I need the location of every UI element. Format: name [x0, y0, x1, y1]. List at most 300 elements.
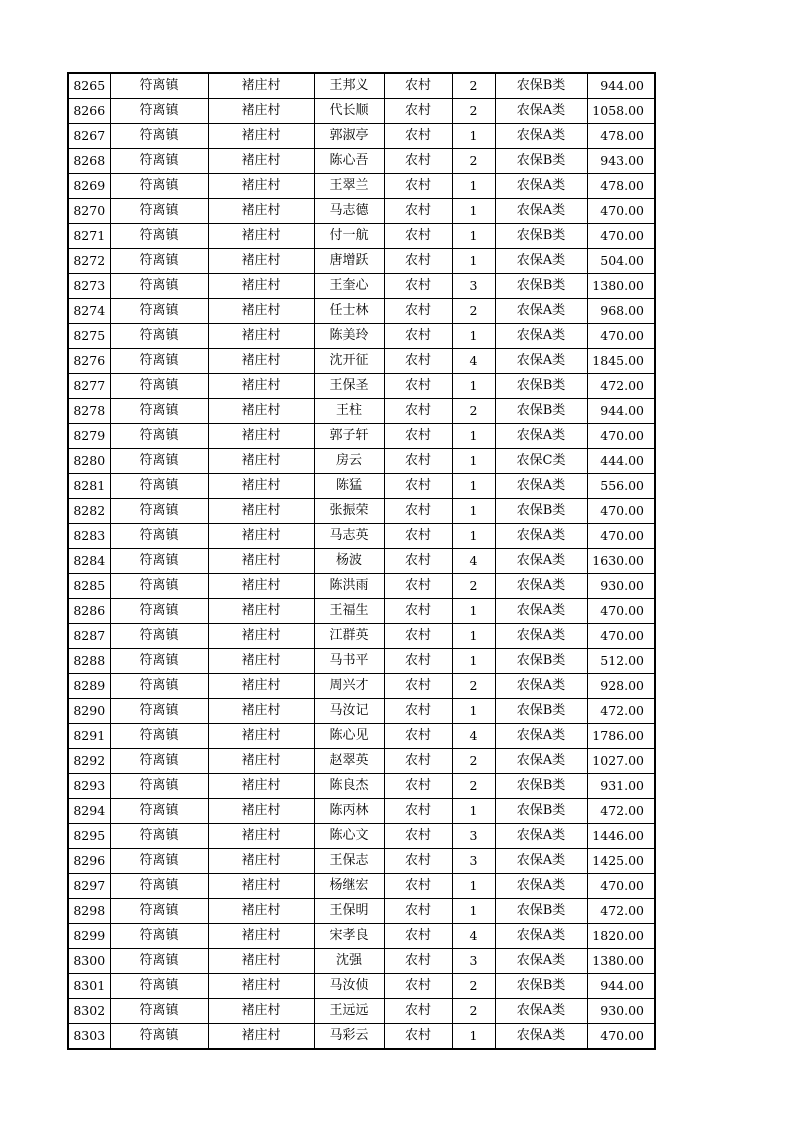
- village-cell: 褚庄村: [208, 374, 314, 399]
- town-cell: 符离镇: [110, 849, 208, 874]
- table-row: [68, 324, 655, 349]
- name-cell: 陈洪雨: [314, 574, 384, 599]
- insurance-category-cell: 农保B类: [495, 499, 587, 524]
- name-cell: 马汝记: [314, 699, 384, 724]
- village-cell: 褚庄村: [208, 974, 314, 999]
- household-count-cell: 1: [452, 324, 495, 349]
- amount-cell: 470.00: [587, 874, 655, 899]
- row-number-cell: 8297: [68, 874, 110, 899]
- village-cell: 褚庄村: [208, 724, 314, 749]
- row-number-cell: 8283: [68, 524, 110, 549]
- insurance-category-cell: 农保A类: [495, 249, 587, 274]
- insurance-category-cell: 农保B类: [495, 224, 587, 249]
- amount-cell: 504.00: [587, 249, 655, 274]
- household-count-cell: 2: [452, 99, 495, 124]
- amount-cell: 1820.00: [587, 924, 655, 949]
- row-number-cell: 8298: [68, 899, 110, 924]
- village-cell: 褚庄村: [208, 699, 314, 724]
- area-type-cell: 农村: [384, 474, 452, 499]
- name-cell: 任士林: [314, 299, 384, 324]
- area-type-cell: 农村: [384, 499, 452, 524]
- amount-cell: 1380.00: [587, 949, 655, 974]
- area-type-cell: 农村: [384, 349, 452, 374]
- insurance-category-cell: 农保A类: [495, 624, 587, 649]
- village-cell: 褚庄村: [208, 149, 314, 174]
- area-type-cell: 农村: [384, 324, 452, 349]
- area-type-cell: 农村: [384, 674, 452, 699]
- area-type-cell: 农村: [384, 449, 452, 474]
- town-cell: 符离镇: [110, 1024, 208, 1050]
- name-cell: 王保圣: [314, 374, 384, 399]
- table-row: [68, 449, 655, 474]
- village-cell: 褚庄村: [208, 574, 314, 599]
- amount-cell: 1845.00: [587, 349, 655, 374]
- name-cell: 王福生: [314, 599, 384, 624]
- town-cell: 符离镇: [110, 699, 208, 724]
- village-cell: 褚庄村: [208, 424, 314, 449]
- amount-cell: 930.00: [587, 999, 655, 1024]
- village-cell: 褚庄村: [208, 824, 314, 849]
- household-count-cell: 4: [452, 549, 495, 574]
- insurance-category-cell: 农保C类: [495, 449, 587, 474]
- village-cell: 褚庄村: [208, 674, 314, 699]
- insurance-category-cell: 农保A类: [495, 674, 587, 699]
- village-cell: 褚庄村: [208, 999, 314, 1024]
- name-cell: 马书平: [314, 649, 384, 674]
- town-cell: 符离镇: [110, 349, 208, 374]
- village-cell: 褚庄村: [208, 774, 314, 799]
- table-row: [68, 949, 655, 974]
- household-count-cell: 2: [452, 574, 495, 599]
- town-cell: 符离镇: [110, 624, 208, 649]
- area-type-cell: 农村: [384, 649, 452, 674]
- amount-cell: 470.00: [587, 224, 655, 249]
- village-cell: 褚庄村: [208, 524, 314, 549]
- village-cell: 褚庄村: [208, 174, 314, 199]
- row-number-cell: 8273: [68, 274, 110, 299]
- name-cell: 王翠兰: [314, 174, 384, 199]
- amount-cell: 1446.00: [587, 824, 655, 849]
- amount-cell: 1630.00: [587, 549, 655, 574]
- name-cell: 马志英: [314, 524, 384, 549]
- name-cell: 王远远: [314, 999, 384, 1024]
- table-row: [68, 1024, 655, 1050]
- household-count-cell: 1: [452, 874, 495, 899]
- amount-cell: 472.00: [587, 374, 655, 399]
- row-number-cell: 8274: [68, 299, 110, 324]
- household-count-cell: 2: [452, 974, 495, 999]
- household-count-cell: 1: [452, 799, 495, 824]
- row-number-cell: 8266: [68, 99, 110, 124]
- table-row: [68, 824, 655, 849]
- table-row: [68, 849, 655, 874]
- village-cell: 褚庄村: [208, 649, 314, 674]
- town-cell: 符离镇: [110, 874, 208, 899]
- town-cell: 符离镇: [110, 149, 208, 174]
- area-type-cell: 农村: [384, 274, 452, 299]
- household-count-cell: 1: [452, 1024, 495, 1050]
- town-cell: 符离镇: [110, 524, 208, 549]
- village-cell: 褚庄村: [208, 624, 314, 649]
- town-cell: 符离镇: [110, 649, 208, 674]
- name-cell: 唐增跃: [314, 249, 384, 274]
- row-number-cell: 8294: [68, 799, 110, 824]
- name-cell: 房云: [314, 449, 384, 474]
- insurance-category-cell: 农保A类: [495, 524, 587, 549]
- insurance-category-cell: 农保A类: [495, 924, 587, 949]
- amount-cell: 470.00: [587, 1024, 655, 1050]
- amount-cell: 928.00: [587, 674, 655, 699]
- table-row: [68, 999, 655, 1024]
- table-row: [68, 374, 655, 399]
- row-number-cell: 8268: [68, 149, 110, 174]
- amount-cell: 944.00: [587, 73, 655, 99]
- area-type-cell: 农村: [384, 399, 452, 424]
- insurance-category-cell: 农保A类: [495, 999, 587, 1024]
- table-row: [68, 199, 655, 224]
- row-number-cell: 8300: [68, 949, 110, 974]
- household-count-cell: 1: [452, 124, 495, 149]
- row-number-cell: 8287: [68, 624, 110, 649]
- row-number-cell: 8288: [68, 649, 110, 674]
- area-type-cell: 农村: [384, 624, 452, 649]
- table-row: [68, 424, 655, 449]
- area-type-cell: 农村: [384, 849, 452, 874]
- household-count-cell: 1: [452, 199, 495, 224]
- village-cell: 褚庄村: [208, 499, 314, 524]
- name-cell: 陈心吾: [314, 149, 384, 174]
- insurance-category-cell: 农保A类: [495, 99, 587, 124]
- town-cell: 符离镇: [110, 899, 208, 924]
- village-cell: 褚庄村: [208, 349, 314, 374]
- town-cell: 符离镇: [110, 73, 208, 99]
- amount-cell: 470.00: [587, 524, 655, 549]
- table-row: [68, 774, 655, 799]
- insurance-category-cell: 农保A类: [495, 349, 587, 374]
- name-cell: 马志德: [314, 199, 384, 224]
- amount-cell: 1380.00: [587, 274, 655, 299]
- household-count-cell: 1: [452, 249, 495, 274]
- village-cell: 褚庄村: [208, 874, 314, 899]
- area-type-cell: 农村: [384, 199, 452, 224]
- household-count-cell: 2: [452, 674, 495, 699]
- row-number-cell: 8291: [68, 724, 110, 749]
- insurance-category-cell: 农保B类: [495, 274, 587, 299]
- insurance-category-cell: 农保A类: [495, 124, 587, 149]
- name-cell: 陈猛: [314, 474, 384, 499]
- town-cell: 符离镇: [110, 574, 208, 599]
- row-number-cell: 8284: [68, 549, 110, 574]
- town-cell: 符离镇: [110, 799, 208, 824]
- row-number-cell: 8302: [68, 999, 110, 1024]
- town-cell: 符离镇: [110, 749, 208, 774]
- town-cell: 符离镇: [110, 299, 208, 324]
- name-cell: 陈美玲: [314, 324, 384, 349]
- name-cell: 郭淑亭: [314, 124, 384, 149]
- name-cell: 郭子轩: [314, 424, 384, 449]
- town-cell: 符离镇: [110, 549, 208, 574]
- row-number-cell: 8277: [68, 374, 110, 399]
- insurance-category-cell: 农保B类: [495, 774, 587, 799]
- insurance-category-cell: 农保B类: [495, 73, 587, 99]
- town-cell: 符离镇: [110, 974, 208, 999]
- area-type-cell: 农村: [384, 1024, 452, 1050]
- name-cell: 沈强: [314, 949, 384, 974]
- name-cell: 王邦义: [314, 73, 384, 99]
- name-cell: 王奎心: [314, 274, 384, 299]
- table-row: [68, 249, 655, 274]
- town-cell: 符离镇: [110, 99, 208, 124]
- area-type-cell: 农村: [384, 99, 452, 124]
- town-cell: 符离镇: [110, 474, 208, 499]
- insurance-category-cell: 农保B类: [495, 399, 587, 424]
- row-number-cell: 8292: [68, 749, 110, 774]
- village-cell: 褚庄村: [208, 399, 314, 424]
- table-row: [68, 674, 655, 699]
- village-cell: 褚庄村: [208, 449, 314, 474]
- amount-cell: 556.00: [587, 474, 655, 499]
- amount-cell: 470.00: [587, 324, 655, 349]
- household-count-cell: 1: [452, 374, 495, 399]
- row-number-cell: 8270: [68, 199, 110, 224]
- table-row: [68, 549, 655, 574]
- name-cell: 王柱: [314, 399, 384, 424]
- household-count-cell: 1: [452, 424, 495, 449]
- insurance-category-cell: 农保B类: [495, 374, 587, 399]
- amount-cell: 470.00: [587, 599, 655, 624]
- household-count-cell: 1: [452, 174, 495, 199]
- village-cell: 褚庄村: [208, 249, 314, 274]
- area-type-cell: 农村: [384, 524, 452, 549]
- amount-cell: 931.00: [587, 774, 655, 799]
- insurance-category-cell: 农保A类: [495, 824, 587, 849]
- amount-cell: 1425.00: [587, 849, 655, 874]
- table-row: [68, 874, 655, 899]
- household-count-cell: 4: [452, 724, 495, 749]
- village-cell: 褚庄村: [208, 749, 314, 774]
- town-cell: 符离镇: [110, 499, 208, 524]
- village-cell: 褚庄村: [208, 549, 314, 574]
- household-count-cell: 2: [452, 774, 495, 799]
- amount-cell: 943.00: [587, 149, 655, 174]
- table-row: [68, 474, 655, 499]
- town-cell: 符离镇: [110, 174, 208, 199]
- area-type-cell: 农村: [384, 974, 452, 999]
- insurance-category-cell: 农保A类: [495, 599, 587, 624]
- village-cell: 褚庄村: [208, 899, 314, 924]
- table-row: [68, 299, 655, 324]
- insurance-category-cell: 农保A类: [495, 424, 587, 449]
- table-row: [68, 574, 655, 599]
- town-cell: 符离镇: [110, 824, 208, 849]
- household-count-cell: 1: [452, 224, 495, 249]
- row-number-cell: 8279: [68, 424, 110, 449]
- town-cell: 符离镇: [110, 599, 208, 624]
- name-cell: 王保志: [314, 849, 384, 874]
- household-count-cell: 1: [452, 499, 495, 524]
- row-number-cell: 8280: [68, 449, 110, 474]
- insurance-category-cell: 农保A类: [495, 549, 587, 574]
- row-number-cell: 8296: [68, 849, 110, 874]
- row-number-cell: 8282: [68, 499, 110, 524]
- amount-cell: 472.00: [587, 799, 655, 824]
- area-type-cell: 农村: [384, 124, 452, 149]
- row-number-cell: 8285: [68, 574, 110, 599]
- name-cell: 陈良杰: [314, 774, 384, 799]
- insurance-category-cell: 农保B类: [495, 149, 587, 174]
- amount-cell: 478.00: [587, 174, 655, 199]
- row-number-cell: 8303: [68, 1024, 110, 1050]
- insurance-category-cell: 农保B类: [495, 699, 587, 724]
- area-type-cell: 农村: [384, 149, 452, 174]
- insurance-category-cell: 农保A类: [495, 874, 587, 899]
- amount-cell: 944.00: [587, 399, 655, 424]
- table-row: [68, 974, 655, 999]
- table-row: [68, 224, 655, 249]
- row-number-cell: 8272: [68, 249, 110, 274]
- name-cell: 江群英: [314, 624, 384, 649]
- town-cell: 符离镇: [110, 124, 208, 149]
- household-count-cell: 1: [452, 524, 495, 549]
- household-count-cell: 1: [452, 649, 495, 674]
- row-number-cell: 8269: [68, 174, 110, 199]
- insurance-category-cell: 农保B类: [495, 799, 587, 824]
- village-cell: 褚庄村: [208, 799, 314, 824]
- area-type-cell: 农村: [384, 724, 452, 749]
- table-row: [68, 899, 655, 924]
- household-count-cell: 2: [452, 999, 495, 1024]
- amount-cell: 472.00: [587, 699, 655, 724]
- amount-cell: 478.00: [587, 124, 655, 149]
- table-row: [68, 174, 655, 199]
- insurance-category-cell: 农保A类: [495, 724, 587, 749]
- village-cell: 褚庄村: [208, 224, 314, 249]
- name-cell: 张振荣: [314, 499, 384, 524]
- area-type-cell: 农村: [384, 899, 452, 924]
- table-row: [68, 624, 655, 649]
- amount-cell: 1058.00: [587, 99, 655, 124]
- table-body: [68, 73, 655, 1049]
- town-cell: 符离镇: [110, 199, 208, 224]
- town-cell: 符离镇: [110, 249, 208, 274]
- insurance-category-cell: 农保A类: [495, 324, 587, 349]
- town-cell: 符离镇: [110, 224, 208, 249]
- household-count-cell: 1: [452, 599, 495, 624]
- area-type-cell: 农村: [384, 224, 452, 249]
- table-row: [68, 124, 655, 149]
- household-count-cell: 1: [452, 449, 495, 474]
- table-row: [68, 724, 655, 749]
- table-row: [68, 749, 655, 774]
- table-row: [68, 924, 655, 949]
- name-cell: 马彩云: [314, 1024, 384, 1050]
- table-row: [68, 499, 655, 524]
- amount-cell: 968.00: [587, 299, 655, 324]
- area-type-cell: 农村: [384, 73, 452, 99]
- area-type-cell: 农村: [384, 599, 452, 624]
- village-cell: 褚庄村: [208, 324, 314, 349]
- amount-cell: 472.00: [587, 899, 655, 924]
- town-cell: 符离镇: [110, 399, 208, 424]
- village-cell: 褚庄村: [208, 73, 314, 99]
- row-number-cell: 8265: [68, 73, 110, 99]
- insurance-category-cell: 农保A类: [495, 174, 587, 199]
- village-cell: 褚庄村: [208, 99, 314, 124]
- name-cell: 陈丙林: [314, 799, 384, 824]
- area-type-cell: 农村: [384, 949, 452, 974]
- table-row: [68, 649, 655, 674]
- area-type-cell: 农村: [384, 424, 452, 449]
- area-type-cell: 农村: [384, 174, 452, 199]
- household-count-cell: 4: [452, 924, 495, 949]
- area-type-cell: 农村: [384, 824, 452, 849]
- area-type-cell: 农村: [384, 549, 452, 574]
- amount-cell: 470.00: [587, 424, 655, 449]
- name-cell: 杨继宏: [314, 874, 384, 899]
- amount-cell: 470.00: [587, 199, 655, 224]
- household-count-cell: 2: [452, 149, 495, 174]
- household-count-cell: 1: [452, 899, 495, 924]
- town-cell: 符离镇: [110, 724, 208, 749]
- name-cell: 赵翠英: [314, 749, 384, 774]
- village-cell: 褚庄村: [208, 474, 314, 499]
- village-cell: 褚庄村: [208, 1024, 314, 1050]
- insurance-category-cell: 农保A类: [495, 1024, 587, 1050]
- town-cell: 符离镇: [110, 924, 208, 949]
- insurance-category-cell: 农保A类: [495, 199, 587, 224]
- insurance-category-cell: 农保A类: [495, 949, 587, 974]
- name-cell: 沈开征: [314, 349, 384, 374]
- amount-cell: 1786.00: [587, 724, 655, 749]
- household-count-cell: 4: [452, 349, 495, 374]
- row-number-cell: 8281: [68, 474, 110, 499]
- town-cell: 符离镇: [110, 949, 208, 974]
- area-type-cell: 农村: [384, 374, 452, 399]
- area-type-cell: 农村: [384, 249, 452, 274]
- row-number-cell: 8289: [68, 674, 110, 699]
- town-cell: 符离镇: [110, 774, 208, 799]
- name-cell: 代长顺: [314, 99, 384, 124]
- name-cell: 王保明: [314, 899, 384, 924]
- table-row: [68, 274, 655, 299]
- row-number-cell: 8278: [68, 399, 110, 424]
- row-number-cell: 8290: [68, 699, 110, 724]
- village-cell: 褚庄村: [208, 299, 314, 324]
- insurance-category-cell: 农保A类: [495, 474, 587, 499]
- row-number-cell: 8275: [68, 324, 110, 349]
- amount-cell: 944.00: [587, 974, 655, 999]
- town-cell: 符离镇: [110, 424, 208, 449]
- table-row: [68, 399, 655, 424]
- row-number-cell: 8301: [68, 974, 110, 999]
- village-cell: 褚庄村: [208, 124, 314, 149]
- insurance-category-cell: 农保A类: [495, 299, 587, 324]
- table-row: [68, 524, 655, 549]
- name-cell: 宋孝良: [314, 924, 384, 949]
- table-row: [68, 349, 655, 374]
- town-cell: 符离镇: [110, 324, 208, 349]
- insurance-category-cell: 农保B类: [495, 974, 587, 999]
- row-number-cell: 8271: [68, 224, 110, 249]
- household-count-cell: 1: [452, 624, 495, 649]
- village-cell: 褚庄村: [208, 849, 314, 874]
- area-type-cell: 农村: [384, 799, 452, 824]
- name-cell: 马汝侦: [314, 974, 384, 999]
- row-number-cell: 8267: [68, 124, 110, 149]
- amount-cell: 444.00: [587, 449, 655, 474]
- insurance-category-cell: 农保A类: [495, 574, 587, 599]
- row-number-cell: 8276: [68, 349, 110, 374]
